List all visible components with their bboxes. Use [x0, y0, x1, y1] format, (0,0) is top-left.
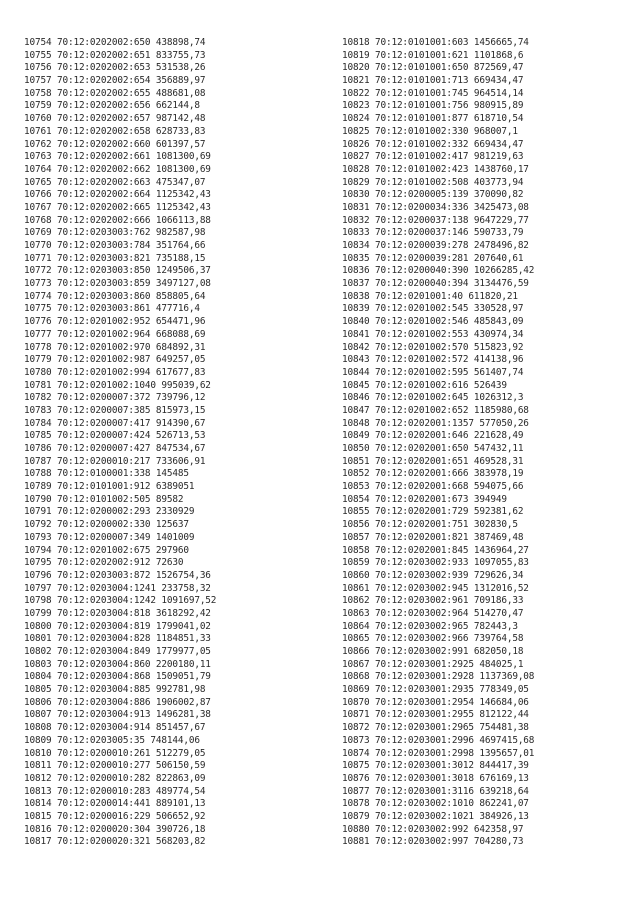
record-line: 10759 70:12:0202002:656 662144,8 [24, 100, 200, 112]
record-line: 10842 70:12:0201002:570 515823,92 [342, 341, 524, 353]
record-line: 10870 70:12:0203001:2954 146684,06 [342, 696, 529, 708]
record-line: 10837 70:12:0200040:394 3134476,59 [342, 278, 529, 290]
record-line: 10761 70:12:0202002:658 628733,83 [24, 125, 206, 137]
record-line: 10858 70:12:0202001:845 1436964,27 [342, 544, 529, 556]
record-line: 10864 70:12:0203002:965 782443,3 [342, 620, 518, 632]
record-line: 10810 70:12:0200010:261 512279,05 [24, 747, 206, 759]
record-line: 10767 70:12:0202002:665 1125342,43 [24, 201, 211, 213]
record-line: 10799 70:12:0203004:818 3618292,42 [24, 607, 211, 619]
record-line: 10764 70:12:0202002:662 1081300,69 [24, 163, 211, 175]
record-line: 10774 70:12:0203003:860 858805,64 [24, 290, 206, 302]
record-line: 10793 70:12:0200007:349 1401009 [24, 531, 195, 543]
record-line: 10869 70:12:0203001:2935 778349,05 [342, 684, 529, 696]
record-line: 10830 70:12:0200005:139 370090,82 [342, 189, 524, 201]
record-line: 10829 70:12:0101002:508 403773,94 [342, 176, 524, 188]
record-line: 10768 70:12:0202002:666 1066113,88 [24, 214, 211, 226]
record-line: 10839 70:12:0201002:545 330528,97 [342, 303, 524, 315]
record-line: 10854 70:12:0202001:673 394949 [342, 493, 507, 505]
record-line: 10819 70:12:0101001:621 1101868,6 [342, 49, 524, 61]
record-line: 10853 70:12:0202001:668 594075,66 [342, 481, 524, 493]
record-line: 10798 70:12:0203004:1242 1091697,52 [24, 595, 217, 607]
record-line: 10763 70:12:0202002:661 1081300,69 [24, 151, 211, 163]
record-line: 10880 70:12:0203002:992 642358,97 [342, 823, 524, 835]
record-line: 10831 70:12:0200034:336 3425473,08 [342, 201, 529, 213]
record-line: 10796 70:12:0203003:872 1526754,36 [24, 569, 211, 581]
record-line: 10792 70:12:0200002:330 125637 [24, 519, 189, 531]
record-line: 10820 70:12:0101001:650 872569,47 [342, 62, 524, 74]
record-line: 10805 70:12:0203004:885 992781,98 [24, 684, 206, 696]
right-column [342, 37, 534, 849]
record-line: 10769 70:12:0203003:762 982587,98 [24, 227, 206, 239]
record-line: 10780 70:12:0201002:994 617677,83 [24, 366, 206, 378]
record-line: 10844 70:12:0201002:595 561407,74 [342, 366, 524, 378]
record-line: 10817 70:12:0200020:321 568203,82 [24, 836, 206, 848]
record-line: 10847 70:12:0201002:652 1185980,68 [342, 404, 529, 416]
record-line: 10856 70:12:0202001:751 302830,5 [342, 519, 518, 531]
record-line: 10754 70:12:0202002:650 438898,74 [24, 37, 206, 48]
record-line: 10876 70:12:0203001:3018 676169,13 [342, 772, 529, 784]
record-line: 10794 70:12:0201002:675 297960 [24, 544, 189, 556]
record-line: 10859 70:12:0203002:933 1097055,83 [342, 557, 529, 569]
record-line: 10833 70:12:0200037:146 590733,79 [342, 227, 524, 239]
record-line: 10783 70:12:0200007:385 815973,15 [24, 404, 206, 416]
record-line: 10868 70:12:0203001:2928 1137369,08 [342, 671, 535, 683]
record-line: 10789 70:12:0101001:912 6389051 [24, 481, 195, 493]
record-line: 10866 70:12:0203002:991 682050,18 [342, 646, 524, 657]
record-line: 10781 70:12:0201002:1040 995039,62 [24, 379, 211, 391]
record-line: 10778 70:12:0201002:970 684892,31 [24, 341, 206, 353]
record-line: 10843 70:12:0201002:572 414138,96 [342, 354, 524, 366]
record-line: 10770 70:12:0203003:784 351764,66 [24, 240, 206, 251]
record-line: 10850 70:12:0202001:650 547432,11 [342, 443, 524, 454]
record-line: 10797 70:12:0203004:1241 233758,32 [24, 582, 211, 594]
record-line: 10806 70:12:0203004:886 1906002,87 [24, 696, 211, 708]
record-line: 10855 70:12:0202001:729 592381,62 [342, 506, 524, 518]
record-line: 10773 70:12:0203003:859 3497127,08 [24, 278, 211, 290]
record-line: 10812 70:12:0200010:282 822863,09 [24, 772, 206, 784]
record-line: 10827 70:12:0101002:417 981219,63 [342, 151, 524, 163]
record-line: 10877 70:12:0203001:3116 639218,64 [342, 785, 529, 797]
record-line: 10786 70:12:0200007:427 847534,67 [24, 443, 206, 454]
record-line: 10803 70:12:0203004:860 2200180,11 [24, 658, 211, 670]
record-line: 10815 70:12:0200016:229 506652,92 [24, 810, 206, 822]
record-line: 10801 70:12:0203004:828 1184851,33 [24, 633, 211, 645]
record-line: 10779 70:12:0201002:987 649257,05 [24, 354, 206, 366]
record-line: 10757 70:12:0202002:654 356889,97 [24, 75, 206, 87]
record-line: 10845 70:12:0201002:616 526439 [342, 379, 507, 391]
record-line: 10776 70:12:0201002:952 654471,96 [24, 316, 206, 328]
record-line: 10828 70:12:0101002:423 1438760,17 [342, 163, 529, 175]
record-line: 10755 70:12:0202002:651 833755,73 [24, 49, 206, 61]
record-line: 10867 70:12:0203001:2925 484025,1 [342, 658, 524, 670]
record-line: 10823 70:12:0101001:756 980915,89 [342, 100, 524, 112]
record-line: 10785 70:12:0200007:424 526713,53 [24, 430, 206, 442]
record-line: 10814 70:12:0200014:441 889101,13 [24, 798, 206, 810]
record-line: 10878 70:12:0203002:1010 862241,07 [342, 798, 529, 810]
record-line: 10874 70:12:0203001:2998 1395657,01 [342, 747, 535, 759]
record-line: 10835 70:12:0200039:281 207640,61 [342, 252, 524, 264]
record-line: 10762 70:12:0202002:660 601397,57 [24, 138, 206, 150]
record-line: 10862 70:12:0203002:961 709186,33 [342, 595, 524, 607]
record-line: 10795 70:12:0202002:912 72630 [24, 557, 184, 569]
record-line: 10875 70:12:0203001:3012 844417,39 [342, 760, 529, 772]
record-line: 10881 70:12:0203002:997 704280,73 [342, 836, 524, 848]
record-line: 10791 70:12:0200002:293 2330929 [24, 506, 195, 518]
record-line: 10824 70:12:0101001:877 618710,54 [342, 113, 524, 125]
record-line: 10822 70:12:0101001:745 964514,14 [342, 87, 524, 99]
record-line: 10848 70:12:0202001:1357 577050,26 [342, 417, 529, 429]
record-line: 10756 70:12:0202002:653 531538,26 [24, 62, 206, 74]
record-line: 10802 70:12:0203004:849 1779977,05 [24, 646, 211, 657]
record-line: 10871 70:12:0203001:2955 812122,44 [342, 709, 529, 721]
record-line: 10790 70:12:0101002:505 89582 [24, 493, 184, 505]
record-line: 10846 70:12:0201002:645 1026312,3 [342, 392, 524, 404]
record-line: 10834 70:12:0200039:278 2478496,82 [342, 240, 529, 251]
record-line: 10809 70:12:0203005:35 748144,06 [24, 734, 200, 746]
record-line: 10818 70:12:0101001:603 1456665,74 [342, 37, 529, 48]
record-line: 10821 70:12:0101001:713 669434,47 [342, 75, 524, 87]
record-line: 10860 70:12:0203002:939 729626,34 [342, 569, 524, 581]
record-line: 10840 70:12:0201002:546 485843,09 [342, 316, 524, 328]
record-line: 10851 70:12:0202001:651 469528,31 [342, 455, 524, 467]
record-line: 10807 70:12:0203004:913 1496281,38 [24, 709, 211, 721]
record-line: 10836 70:12:0200040:390 10266285,42 [342, 265, 535, 277]
record-line: 10772 70:12:0203003:850 1249506,37 [24, 265, 211, 277]
record-line: 10826 70:12:0101002:332 669434,47 [342, 138, 524, 150]
record-line: 10788 70:12:0100001:338 145485 [24, 468, 189, 480]
record-line: 10800 70:12:0203004:819 1799041,02 [24, 620, 211, 632]
record-line: 10863 70:12:0203002:964 514270,47 [342, 607, 524, 619]
record-line: 10841 70:12:0201002:553 430974,34 [342, 328, 524, 340]
record-line: 10771 70:12:0203003:821 735188,15 [24, 252, 206, 264]
record-line: 10861 70:12:0203002:945 1312016,52 [342, 582, 529, 594]
record-line: 10811 70:12:0200010:277 506150,59 [24, 760, 206, 772]
record-line: 10775 70:12:0203003:861 477716,4 [24, 303, 200, 315]
record-line: 10872 70:12:0203001:2965 754481,38 [342, 722, 529, 734]
record-line: 10852 70:12:0202001:666 383978,19 [342, 468, 524, 480]
record-line: 10765 70:12:0202002:663 475347,07 [24, 176, 206, 188]
record-line: 10857 70:12:0202001:821 387469,48 [342, 531, 524, 543]
record-line: 10873 70:12:0203001:2996 4697415,68 [342, 734, 535, 746]
record-line: 10784 70:12:0200007:417 914390,67 [24, 417, 206, 429]
record-line: 10813 70:12:0200010:283 489774,54 [24, 785, 206, 797]
record-line: 10787 70:12:0200010:217 733606,91 [24, 455, 206, 467]
left-column [24, 37, 216, 849]
record-line: 10766 70:12:0202002:664 1125342,43 [24, 189, 211, 201]
record-line: 10849 70:12:0202001:646 221628,49 [342, 430, 524, 442]
record-line: 10758 70:12:0202002:655 488681,08 [24, 87, 206, 99]
record-line: 10838 70:12:0201001:40 611820,21 [342, 290, 518, 302]
record-line: 10832 70:12:0200037:138 9647229,77 [342, 214, 529, 226]
record-line: 10804 70:12:0203004:868 1509051,79 [24, 671, 211, 683]
record-line: 10865 70:12:0203002:966 739764,58 [342, 633, 524, 645]
record-line: 10816 70:12:0200020:304 390726,18 [24, 823, 206, 835]
record-line: 10777 70:12:0201002:964 668088,69 [24, 328, 206, 340]
record-line: 10760 70:12:0202002:657 987142,48 [24, 113, 206, 125]
record-line: 10825 70:12:0101002:330 968007,1 [342, 125, 518, 137]
record-line: 10808 70:12:0203004:914 851457,67 [24, 722, 206, 734]
record-line: 10879 70:12:0203002:1021 384926,13 [342, 810, 529, 822]
record-line: 10782 70:12:0200007:372 739796,12 [24, 392, 206, 404]
